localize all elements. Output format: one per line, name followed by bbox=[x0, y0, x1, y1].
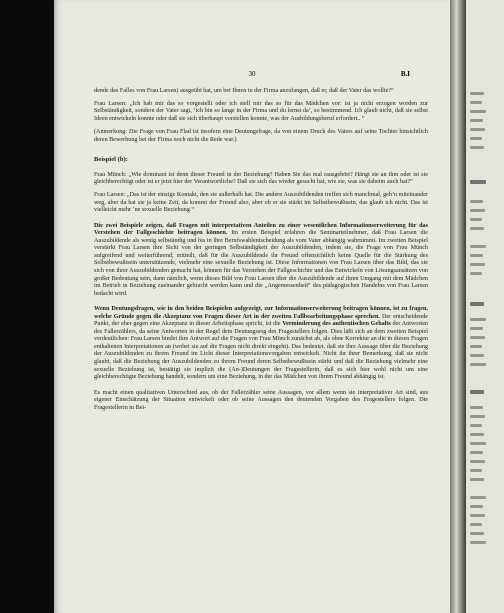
analysis-lead-bold: Die zwei Beispiele zeigen, daß Fragen mit interpretativen Anteilen zu einer wesentlichen Informationserweiterung für das Verstehen der Fallgeschichte beitragen können. bbox=[94, 222, 428, 237]
interpretive-body: der Antworten des Fallerzählers, da seine Antworten in der Regel dem Deutungssog des Fragestellers folgen. Dies läßt sich an dem zweiten Beispiel verdeutlichen: Frau Larsen bindet ihre Antwort auf die Fragen von Frau Münch zunächst ab, als ohne Korrektur an die in diesen Fragen enthaltenen Interpretationen an (wobei sie auf die Fragen nicht direkt eingeht). Das bedeutet, daß sie ihre Aussage über die Beziehung der Auszubildenden zu ihrem Freund im Licht dieser Interpretationsvorgaben entwickelt. Nicht ihr ihrer Bemerkung, daß sie nicht glaubt, daß die Beziehung der Auszubildenden zu ihrem Freund deren Selbstbewußtsein stärkt und daß die Beziehung vielmehr eine sexuelle Beziehung ist, bestätigt sie implizit die (An-)Deutungen der Fragestellerin, daß es sich hier wohl nicht um eine gleichberechtigte Beziehung handelt, sondern um eine Beziehung, in der das Mädchen von ihrem Freund abhängig ist. bbox=[94, 321, 428, 381]
facing-text-fragment bbox=[470, 460, 485, 463]
facing-text-fragment bbox=[470, 327, 483, 330]
facing-text-fragment bbox=[470, 227, 484, 230]
running-head: B.I bbox=[400, 70, 410, 78]
facing-text-fragment bbox=[470, 101, 482, 104]
heading-example-b: Beispiel (b): bbox=[94, 156, 128, 164]
facing-text-fragment bbox=[470, 496, 486, 499]
facing-text-fragment bbox=[470, 451, 483, 454]
facing-heading-fragment bbox=[470, 180, 486, 184]
facing-text-fragment bbox=[470, 137, 482, 140]
facing-text-fragment bbox=[470, 478, 484, 481]
facing-text-fragment bbox=[470, 263, 485, 266]
facing-text-fragment bbox=[470, 541, 486, 544]
paragraph-larsen-answer: Frau Larsen: „Ich hab mir das so vorgestellt oder ich stell mir das so für das Mädchen vor: ist ja nicht erzogen worden zur Selbständigkeit, sondern der Vater sagt, ‘ich bin so lange in der Firma und du lernst da’, so bestimmend. Ich glaub nicht, daß sie selbst Ideen entwickeln konnte oder daß sie sich überhaupt vorstellen konnte, was der Ausbildungsberuf erfordert.. “ bbox=[94, 100, 428, 123]
facing-text-fragment bbox=[470, 146, 484, 149]
facing-text-fragment bbox=[470, 92, 484, 95]
facing-text-fragment bbox=[470, 469, 482, 472]
page-body bbox=[94, 88, 428, 418]
facing-text-fragment bbox=[470, 200, 483, 203]
facing-text-fragment bbox=[470, 514, 485, 517]
interpretive-mid: Der entscheidende Punkt, der eher gegen eine Akzeptanz in dieser Arbeitsphase spricht, ist die bbox=[94, 313, 429, 328]
book-spine bbox=[450, 0, 466, 613]
paragraph-examples-analysis bbox=[94, 223, 428, 298]
facing-text-fragment bbox=[470, 505, 483, 508]
facing-heading-fragment bbox=[470, 390, 484, 394]
facing-text-fragment bbox=[470, 354, 484, 357]
facing-text-fragment bbox=[470, 415, 485, 418]
page-header bbox=[54, 70, 450, 82]
facing-text-fragment bbox=[470, 209, 485, 212]
facing-text-fragment bbox=[470, 218, 482, 221]
paragraph-interpretive-questions bbox=[94, 306, 428, 381]
book-page-right-edge bbox=[466, 0, 504, 613]
facing-text-fragment bbox=[470, 128, 485, 131]
facing-text-fragment bbox=[470, 532, 484, 535]
page-number: 30 bbox=[248, 70, 256, 78]
facing-heading-fragment bbox=[470, 302, 484, 306]
book-page-left bbox=[54, 0, 450, 613]
paragraph-larsen-reply: Frau Larsen: „Das ist der einzige Kontakt, den sie außerhalb hat. Die andern Auszubildenden treffen sich manchmal, geh’n miteinander weg, aber da hat sie ja keine Zeit, da kommt der Freund also, aber ob er sie stärkt im Selbstbewußtsein, das glaub ich nicht. Das ist vielleicht mehr ’ne sexuelle Beziehung.“ bbox=[94, 192, 428, 214]
facing-text-fragment bbox=[470, 345, 482, 348]
facing-text-fragment bbox=[470, 318, 486, 321]
interpretive-key-term: Verminderung des authentischen Gehalts bbox=[282, 321, 391, 328]
facing-text-fragment bbox=[470, 363, 486, 366]
facing-text-fragment bbox=[470, 424, 482, 427]
facing-text-fragment bbox=[470, 523, 482, 526]
facing-text-fragment bbox=[470, 245, 486, 248]
facing-text-fragment bbox=[470, 272, 482, 275]
paragraph-qualitative-difference: Es macht einen qualitativen Unterschied aus, ob der Fallerzähler seine Aussagen, vor allem wenn sie interpretativer Art sind, aus eigener Einschätzung der Situation entwickelt oder ob seine Aussagen den deutenden Vorgaben des Fragestellers folgen. Die Fragestellerin in Bei- bbox=[94, 389, 428, 411]
paragraph-annotation: (Anmerkung: Die Frage von Frau Flad ist insofern eine Deutungsfrage, da von einem Druck des Vaters auf seine Tochter hinsichtlich deren Bewerbung bei der Firma noch nicht die Rede war.) bbox=[94, 128, 428, 143]
facing-text-fragment bbox=[470, 336, 485, 339]
facing-text-fragment bbox=[470, 119, 483, 122]
facing-text-fragment bbox=[470, 254, 483, 257]
facing-text-fragment bbox=[470, 406, 483, 409]
paragraph-question-continuation: dende des Falles von Frau Larsen) ausgeübt hat, um bei Ihnen in der Firma anzufangen, daß er, daß der Vater das wollte?“ bbox=[94, 88, 394, 94]
facing-text-fragment bbox=[470, 433, 484, 436]
analysis-body: Im ersten Beispiel erfahren die Seminarteilnehmer, daß Frau Larsen die Auszubildende als wenig selbständig und bis in ihre Berufswahlentscheidung als vom Vater abhängig wahrnimmt. Im zweiten Beispiel verstärkt Frau Larsen ihre Sicht von der geringen Selbständigkeit der Auszubildenden, indem sie, die Frage von Frau Münch aufgreifend und weiterführend, mitteilt, daß für die Auszubildende ihr Freund offensichtlich keine Quelle für die Stärkung des Selbstbewußtsein unterstützende, vielmehr eine sexuelle Beziehung ist. Diese Informationen von Frau Larsen über das Bild, das sie sich von ihrer Auszubildenden gemacht hat, können für das Verstehen der Fallgeschichte und das Entwickeln von Lösungsansätzen von großer Bedeutung sein, dann nämlich, wenn dieses Bild von Frau Larsen über die Auszubildende auf ihren Umgang mit dem Mädchen im Betrieb in Beziehung zueinander gebracht werden kann und die „Angemessenheit“ des pädagogischen Handelns von Frau Larsen bedacht wird. bbox=[94, 230, 428, 297]
facing-text-fragment bbox=[470, 442, 486, 445]
paragraph-muench-question: Frau Münch: „Wie dominant ist denn dieser Freund in der Beziehung? Haben Sie das mal rausgehört? Hängt sie an ihm oder ist sie gleichberechtigt oder ist er jetzt hier der Verantwortliche? Daß sie sich das wieder gesucht hat, wie sie, was sie daheim auch hat?“ bbox=[94, 171, 428, 186]
facing-text-fragment bbox=[470, 110, 486, 113]
interpretive-lead-bold: Wenn Deutungsfragen, wie in den beiden Beispielen aufgezeigt, zur Informationserweiterung beitragen können, ist zu fragen, welche Gründe gegen die Akzeptanz von Fragen dieser Art in der zweiten Fallbearbeitungsphase sprechen. bbox=[94, 306, 428, 320]
